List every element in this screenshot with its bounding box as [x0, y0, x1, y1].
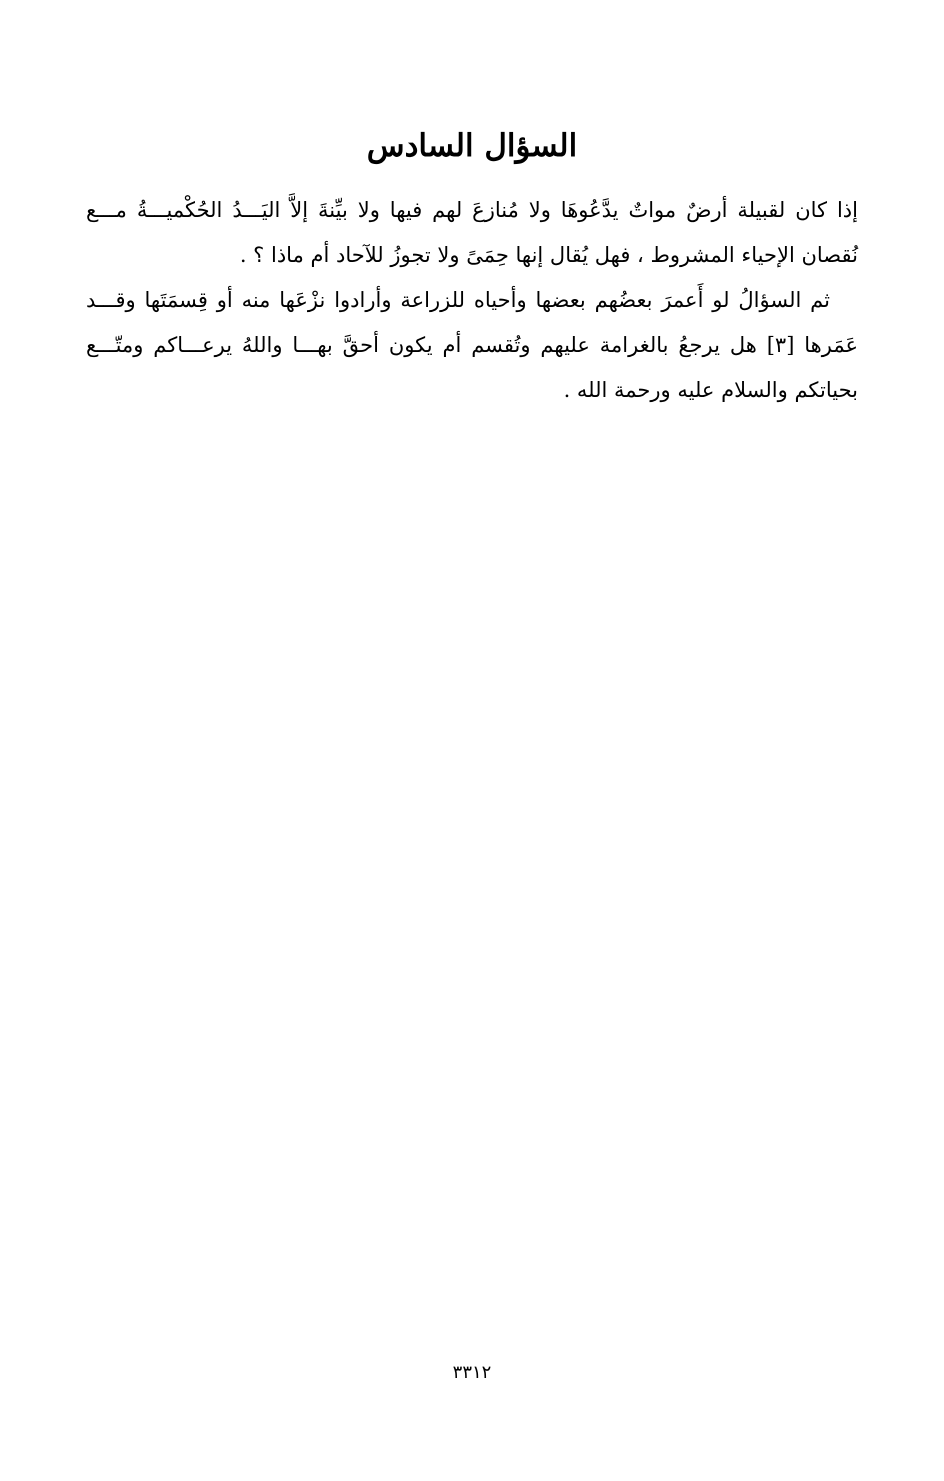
section-heading: السؤال السادس [366, 128, 578, 164]
page-number: ٣٣١٢ [452, 1362, 492, 1383]
paragraph-followup: ثم السؤالُ لو أَعمرَ بعضُهم بعضها وأحياه للزراعة وأرادوا نزْعَها منه أو قِسمَتَها وقـــد عَمَرها [٣] هل يرجعُ بالغرامة عليهم وتُقسم أم يكون أحقَّ بهـــا واللهُ يرعـــاكم ومتّـــع بحياتكم والسلام عليه ورحمة الله . [86, 288, 858, 402]
body-text [86, 188, 858, 413]
paragraph-question: إذا كان لقبيلة أرضٌ مواتٌ يدَّعُوهَا ولا مُنازعَ لهم فيها ولا بيِّنةَ إلاَّ اليَـــدُ الحُكْميـــةُ مـــع نُقصان الإحياء المشروط ، فهل يُقال إنها حِمَىً ولا تجوزُ للآحاد أم ماذا ؟ . [86, 198, 858, 267]
